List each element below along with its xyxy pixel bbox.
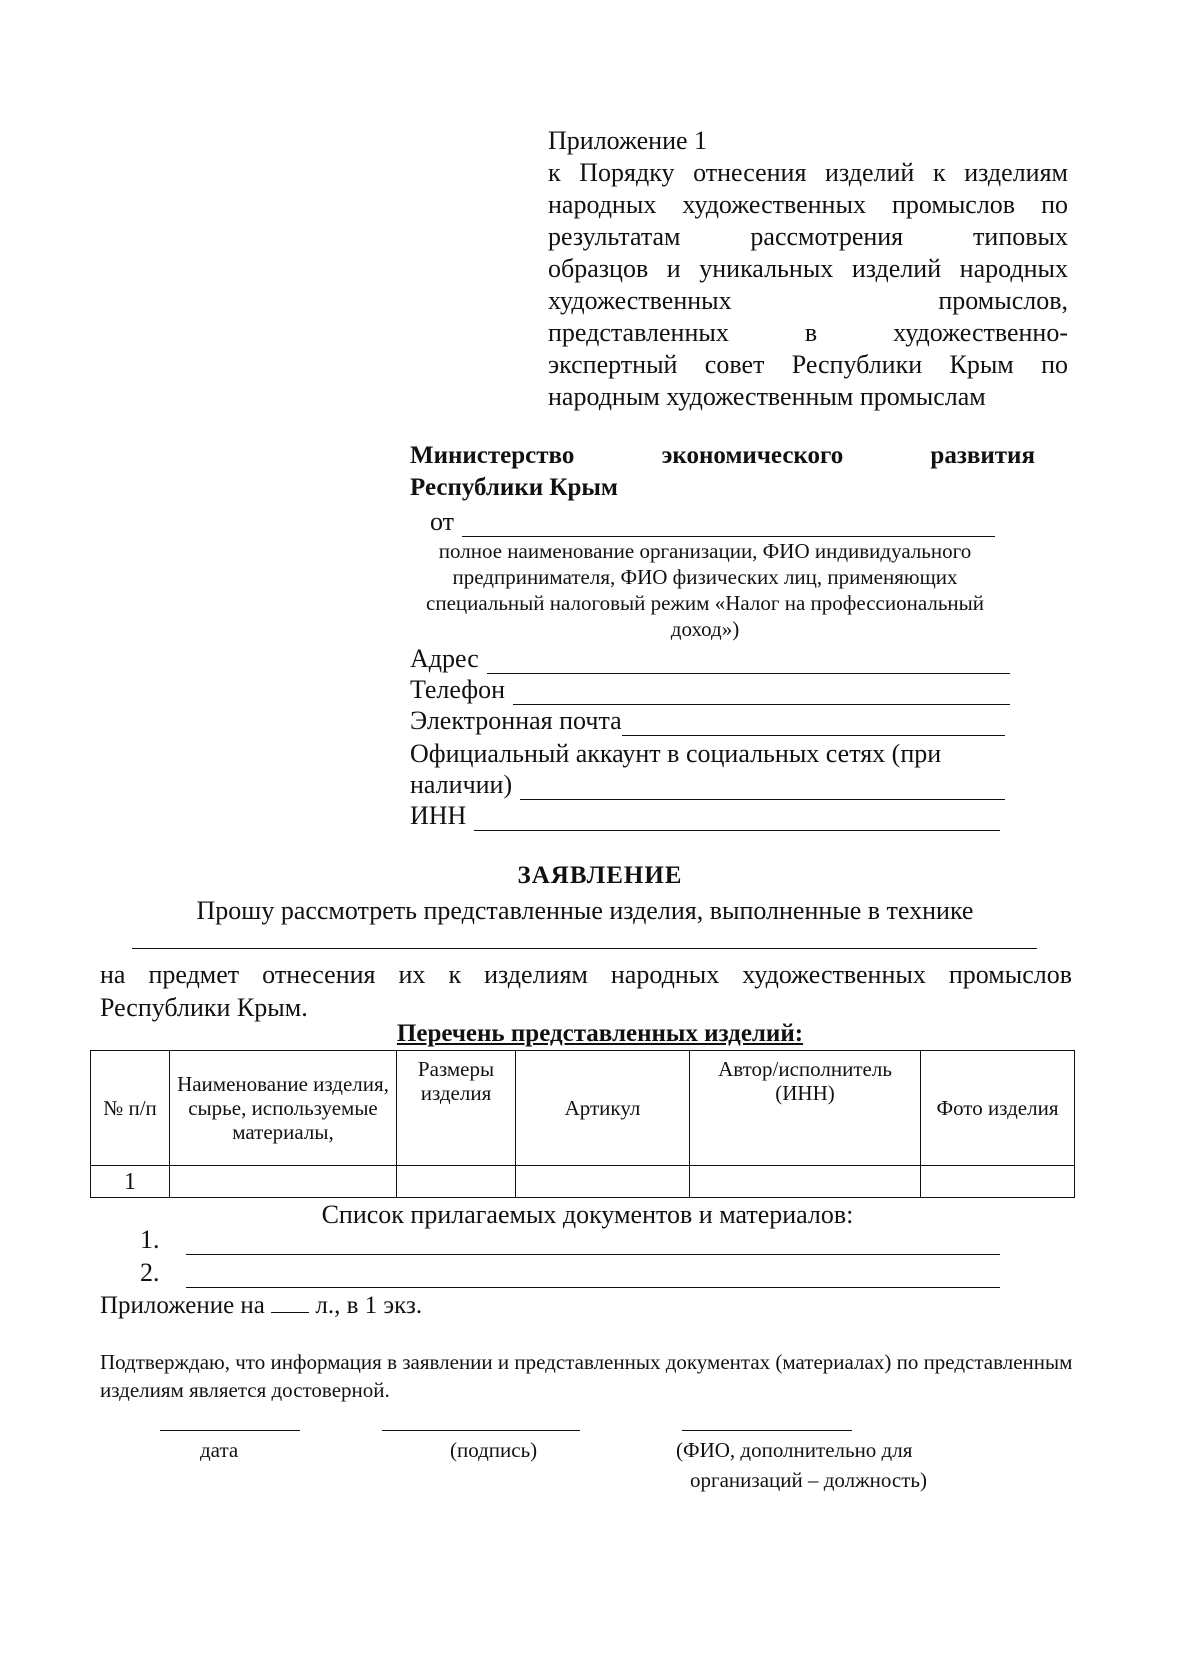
annex-line: художественных промыслов, (548, 286, 1068, 315)
phone-label: Телефон (410, 675, 506, 704)
signature-line[interactable] (382, 1430, 580, 1431)
table-header-row (91, 1051, 1075, 1166)
date-caption: дата (200, 1438, 239, 1462)
technique-blank[interactable] (132, 948, 1037, 949)
social-label: Официальный аккаунт в социальных сетях (при (410, 739, 942, 768)
email-field[interactable] (410, 705, 1005, 736)
table-row (91, 1166, 1075, 1198)
doc-item-number: 1. (140, 1225, 160, 1254)
recipient-line: Министерство экономического развития (410, 442, 1035, 469)
items-table (90, 1050, 1075, 1198)
docs-title: Список прилагаемых документов и материалов: (321, 1200, 854, 1229)
email-blank[interactable] (622, 713, 1005, 736)
annex-line: народных художественных промыслов по (548, 190, 1068, 219)
table-cell[interactable] (170, 1166, 397, 1198)
fio-line[interactable] (682, 1430, 852, 1431)
fio-caption-1: (ФИО, дополнительно для (676, 1438, 913, 1462)
purpose-line: Республики Крым. (100, 993, 308, 1022)
table-cell: 1 (91, 1166, 170, 1198)
recipient-block (410, 440, 1035, 504)
address-blank[interactable] (487, 651, 1010, 674)
from-hint: полное наименование организации, ФИО индивидуального предпринимателя, ФИО физических лиц, применяющих специальный налоговый режим «Налог на профессиональный доход») (426, 539, 984, 641)
annex-line: экспертный совет Республики Крым по (548, 350, 1068, 379)
social-field[interactable] (410, 769, 1005, 800)
doc-item-1[interactable] (140, 1225, 1000, 1255)
confirmation-text: Подтверждаю, что информация в заявлении и представленных документах (материалах) по представленным изделиям является достоверной. (100, 1350, 1073, 1402)
request-text: Прошу рассмотреть представленные изделия, выполненные в технике (196, 896, 974, 925)
annex-line: народным художественным промыслам (548, 382, 986, 411)
from-label: от (430, 507, 455, 536)
signature-caption: (подпись) (450, 1438, 538, 1462)
recipient-line: Республики Крым (410, 474, 618, 501)
doc-item-blank[interactable] (186, 1234, 1000, 1255)
header-cell: Наименование изделия, сырье, используемые материалы, (170, 1051, 397, 1166)
social-blank[interactable] (520, 777, 1005, 800)
purpose-text (100, 958, 1072, 1024)
social-label-2: наличии) (410, 770, 513, 799)
annex-heading: Приложение 1 (548, 126, 708, 155)
phone-field[interactable] (410, 674, 1010, 705)
address-label: Адрес (410, 644, 479, 673)
phone-blank[interactable] (513, 682, 1010, 705)
appendix-prefix: Приложение на (100, 1292, 265, 1319)
from-field[interactable] (430, 506, 995, 537)
table-cell[interactable] (690, 1166, 921, 1198)
annex-line: представленных в художественно- (548, 318, 1068, 347)
doc-item-2[interactable] (140, 1258, 1000, 1288)
doc-item-number: 2. (140, 1258, 160, 1287)
from-blank[interactable] (462, 514, 995, 537)
header-cell: Артикул (516, 1051, 690, 1166)
doc-item-blank[interactable] (186, 1267, 1000, 1288)
address-field[interactable] (410, 643, 1010, 674)
appendix-suffix: л., в 1 экз. (315, 1292, 423, 1319)
email-label: Электронная почта (410, 706, 622, 735)
table-cell[interactable] (397, 1166, 516, 1198)
items-list-title: Перечень представленных изделий: (396, 1020, 804, 1047)
table-cell[interactable] (516, 1166, 690, 1198)
annex-line: образцов и уникальных изделий народных (548, 254, 1068, 283)
date-line[interactable] (160, 1430, 300, 1431)
annex-line: к Порядку отнесения изделий к изделиям (548, 158, 1068, 187)
appendix-pages-blank[interactable] (271, 1292, 309, 1313)
purpose-line: на предмет отнесения их к изделиям народных художественных промыслов (100, 960, 1072, 989)
annex-block (548, 125, 1068, 413)
inn-label: ИНН (410, 801, 467, 830)
header-cell: Автор/исполнитель (ИНН) (690, 1051, 921, 1166)
header-cell: Фото изделия (921, 1051, 1075, 1166)
inn-blank[interactable] (474, 808, 1000, 831)
document-title: ЗАЯВЛЕНИЕ (517, 862, 683, 889)
header-cell: № п/п (91, 1051, 170, 1166)
inn-field[interactable] (410, 800, 1000, 831)
fio-caption-2: организаций – должность) (690, 1468, 927, 1492)
appendix-line (100, 1292, 422, 1320)
annex-line: результатам рассмотрения типовых (548, 222, 1068, 251)
header-cell: Размеры изделия (397, 1051, 516, 1166)
table-cell[interactable] (921, 1166, 1075, 1198)
